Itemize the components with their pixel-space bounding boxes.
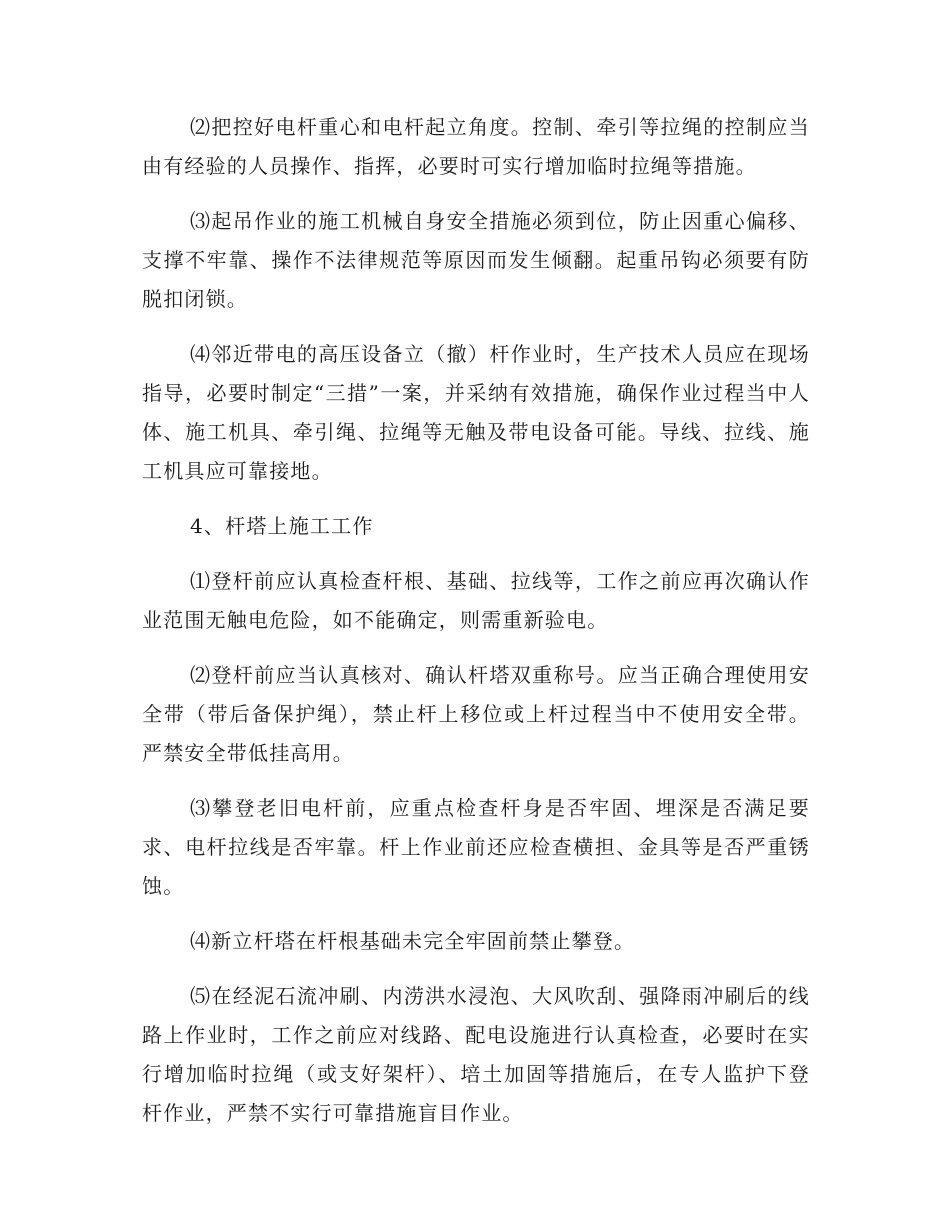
section-heading-tower-work: 4、杆塔上施工工作 (190, 514, 374, 538)
paragraph-after-disaster-work: ⑸在经泥石流冲刷、内涝洪水浸泡、大风吹刮、强降雨冲刷后的线路上作业时，工作之前应对线路、配电设施进行认真检查，必要时在实行增加临时拉绳（或支好架杆）、培土加固等措施后，在专人监护下登杆作业，严禁不实行可靠措施盲目作业。 (142, 984, 810, 1125)
paragraph-pole-center-of-gravity: ⑵把控好电杆重心和电杆起立角度。控制、牵引等拉绳的控制应当由有经验的人员操作、指挥，必要时可实行增加临时拉绳等措施。 (142, 115, 810, 178)
paragraph-near-live-equipment: ⑷邻近带电的高压设备立（撤）杆作业时，生产技术人员应在现场指导，必要时制定“三措”一案，并采纳有效措施，确保作业过程当中人体、施工机具、牵引绳、拉绳等无触及带电设备可能。导线、拉线、施工机具应可靠接地。 (142, 342, 810, 483)
paragraph-old-pole-check: ⑶攀登老旧电杆前，应重点检查杆身是否牢固、埋深是否满足要求、电杆拉线是否牢靠。杆上作业前还应检查横担、金具等是否严重锈蚀。 (142, 796, 810, 898)
paragraph-new-tower-climb-ban: ⑷新立杆塔在杆根基础未完全牢固前禁止攀登。 (190, 929, 636, 953)
document-body (142, 108, 810, 1149)
paragraph-lifting-machinery-safety: ⑶起吊作业的施工机械自身安全措施必须到位，防止因重心偏移、支撑不牢靠、操作不法律规范等原因而发生倾翻。起重吊钩必须要有防脱扣闭锁。 (142, 209, 810, 311)
paragraph-pre-climb-inspection: ⑴登杆前应认真检查杆根、基础、拉线等，工作之前应再次确认作业范围无触电危险，如不能确定，则需重新验电。 (142, 569, 810, 632)
paragraph-safety-belt: ⑵登杆前应当认真核对、确认杆塔双重称号。应当正确合理使用安全带（带后备保护绳），禁止杆上移位或上杆过程当中不使用安全带。严禁安全带低挂高用。 (142, 663, 810, 765)
